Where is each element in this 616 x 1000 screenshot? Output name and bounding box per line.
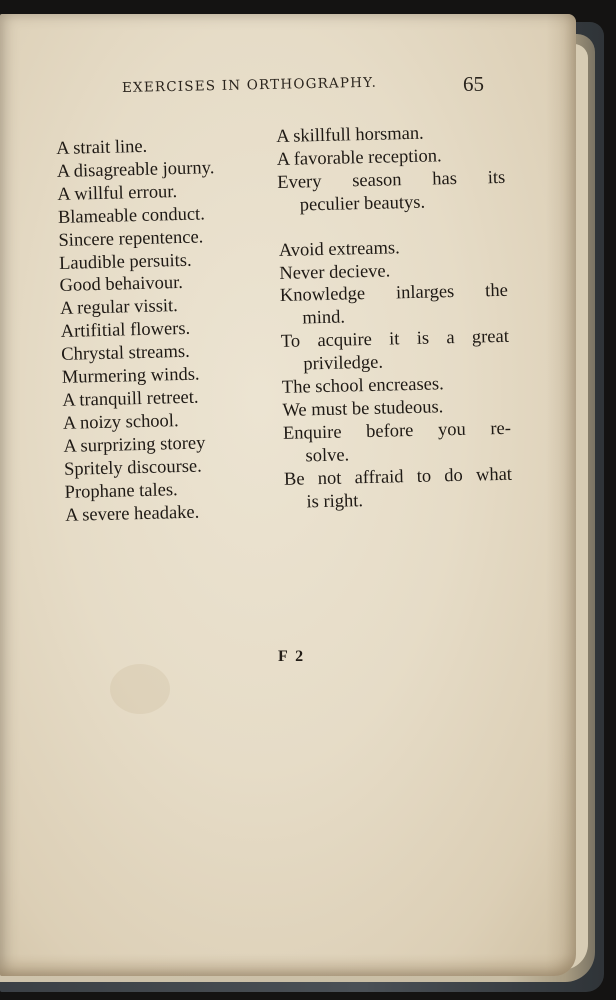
exercise-line: Never decieve. xyxy=(279,260,391,284)
exercise-line-continuation: mind. xyxy=(302,307,346,329)
exercise-line: Chrystal streams. xyxy=(61,341,190,366)
exercise-line: A tranquill retreet. xyxy=(62,387,199,411)
exercise-line: Avoid extreams. xyxy=(278,237,400,261)
exercise-line: Spritely discourse. xyxy=(63,456,203,480)
exercise-line: A skillfull horsman. xyxy=(276,123,424,147)
exercise-line-continuation: priviledge. xyxy=(303,352,384,375)
exercise-line: A surprizing storey xyxy=(63,433,206,457)
exercise-line: Artifitial flowers. xyxy=(60,319,191,343)
page-edge-shading xyxy=(546,14,576,976)
exercise-line: A noizy school. xyxy=(62,410,179,434)
exercise-line: Knowledge inlarges the xyxy=(279,281,509,307)
exercise-line: Every season has its xyxy=(277,167,506,193)
left-column xyxy=(56,133,275,527)
exercise-line: A strait line. xyxy=(56,136,148,159)
exercise-line-continuation: peculier beautys. xyxy=(299,192,426,216)
signature-mark: F 2 xyxy=(278,648,306,665)
exercise-line: Be not affraid to do what xyxy=(283,464,513,490)
exercise-line: Blameable conduct. xyxy=(57,204,206,228)
page-number: 65 xyxy=(463,72,484,96)
exercise-line: Laudible persuits. xyxy=(58,250,192,274)
exercise-line: We must be studeous. xyxy=(282,397,444,421)
exercise-line: A disagreable journy. xyxy=(56,158,215,182)
exercise-line: Sincere repentence. xyxy=(58,227,204,251)
exercise-line-continuation: is right. xyxy=(306,490,364,512)
right-column xyxy=(276,121,513,515)
page-header xyxy=(0,72,576,102)
page-bottom-wear xyxy=(0,954,576,976)
exercise-line: A favorable reception. xyxy=(276,146,442,170)
exercise-line: Enquire before you re- xyxy=(282,418,512,444)
book-page xyxy=(0,14,576,976)
exercise-line: The school encreases. xyxy=(281,374,444,398)
exercise-line: Prophane tales. xyxy=(64,479,178,503)
exercise-line: A regular vissit. xyxy=(59,296,179,320)
running-head: EXERCISES IN ORTHOGRAPHY. xyxy=(121,74,378,96)
exercise-line: To acquire it is a great xyxy=(280,327,510,353)
exercise-line: Murmering winds. xyxy=(61,364,200,388)
exercise-line-continuation: solve. xyxy=(305,445,350,467)
exercise-line: A severe headake. xyxy=(64,502,200,526)
exercise-line: Good behaivour. xyxy=(59,273,184,297)
exercise-line: A willful errour. xyxy=(57,181,178,205)
